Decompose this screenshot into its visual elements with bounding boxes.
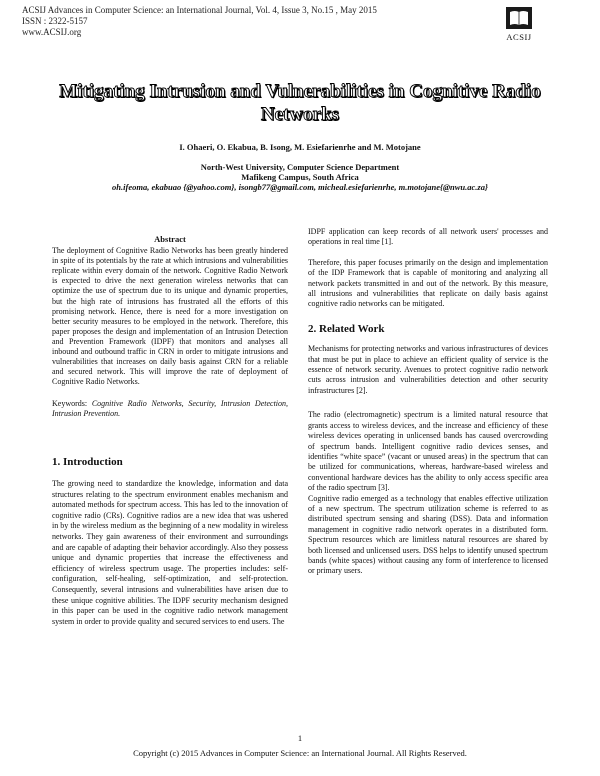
related-paragraph-1: Mechanisms for protecting networks and various infrastructures of devices that must be put in place to achieve an efficient quality of service is the essence of network security. Avenues to protect cognitive radio network cuts across intrusion and vulnerabilities detection and other security infrastructures [2]. — [308, 344, 548, 395]
paper-title — [40, 80, 560, 126]
intro-continued: IDPF application can keep records of all network users' processes and operations in real time [1]. — [308, 227, 548, 247]
paper-title-line2: Networks — [260, 104, 340, 125]
left-column — [52, 234, 288, 419]
intro-paragraph-2: Therefore, this paper focuses primarily on the design and implementation of the IDP Framework that is capable of monitoring and analyzing all network packets transmitted in and out of the network. By this measure, all intrusions and vulnerabilities that replicate on daily basis against cognitive radio networks can be mitigated. — [308, 257, 548, 309]
journal-header-line: ACSIJ Advances in Computer Science: an International Journal, Vol. 4, Issue 3, No.15 , May 2015 — [22, 5, 377, 15]
journal-logo-text: ACSIJ — [506, 32, 532, 42]
issn-text: ISSN : 2322-5157 — [22, 16, 88, 26]
website-text: www.ACSIJ.org — [22, 27, 82, 37]
affiliation-line2: Mafikeng Campus, South Africa — [241, 172, 359, 182]
introduction-heading: 1. Introduction — [52, 456, 123, 468]
page-number: 1 — [297, 733, 303, 743]
book-icon — [505, 6, 533, 30]
right-column — [308, 227, 548, 577]
related-paragraph-3: Cognitive radio emerged as a technology that enables effective utilization of a new spectrum. The spectrum utilization scheme is referred to as distributed spectrum sensing and sharing (DSS). Data and information management in cognitive radio network operates in a distributed form. Spectrum resources which are limitless natural resources are shared by both licensed and unlicensed users. DSS helps to identify unused spectrum bands (white spaces) without causing any form of interference to licensed or primary users. — [308, 493, 548, 576]
paper-title-line1: Mitigating Intrusion and Vulnerabilities in Cognitive Radio — [59, 81, 541, 102]
affiliation-line1: North-West University, Computer Science Department — [200, 162, 400, 172]
author-emails: oh.ifeoma, ekabuao {@yahoo.com}, isongb77@gmail.com, micheal.esiefarienrhe, m.motojane{@nwu.ac.za} — [112, 182, 488, 192]
introduction-body: The growing need to standardize the knowledge, information and data structures relating to the spectrum environment enables mechanism and automated methods for spectrum access. This has led to the innovation of cognitive radio (CRs). Cognitive radios are a new idea that was ushered in by the wireless medium as the beginning of a new modality in wireless networks. They gain awareness of their environment and surroundings and are capable of adapting their behavior accordingly. Also they possess unique and dynamic properties that increase the effectiveness and efficiency of wireless spectrum usage. The properties includes: self-configuration, self-healing, self-optimization, and self-protection. Consequently, several intrusions and vulnerabilities have arisen due to these unique cognitive abilities. The IDPF security mechanism designed in this paper can be used in the cognitive radio network management system in order to provide quality and secured services to end users. The — [52, 479, 288, 626]
authors: I. Ohaeri, O. Ekabua, B. Isong, M. Esiefarienrhe and M. Motojane — [179, 142, 421, 152]
keywords-text: Cognitive Radio Networks, Security, Intrusion Detection, Intrusion Prevention. — [52, 399, 289, 419]
related-paragraph-2: The radio (electromagnetic) spectrum is a limited natural resource that grants access to wireless devices, and the increase and efficiency of these wireless devices operating in unlicensed bands has caused overcrowding of spectrum bands. Intelligent cognitive radio devices senses, and identifies “white space” (vacant or unused areas) in the spectrum that can be utilized for communications, whereas, hardware-based wireless and conventional hardware devices has the ability to only access specific area of the radio spectrum [3]. — [308, 410, 548, 493]
abstract-body: The deployment of Cognitive Radio Networks has been greatly hindered in spite of its potentials by the rate at which intrusions and vulnerabilities replicate within every domain of the network. Cognitive Radio Network is expected to drive the next generation wireless networks that can optimize the use of spectrum due to its unique and dynamic properties, but the high rate of intrusions has frustrated all the efforts of this promising network. Hence, there is need for a more investigation on better security measures to be employed in the network. Therefore, this paper proposes the design and implementation of an Intrusion Detection and Prevention Framework (IDPF) that monitors and analyses all inbound and outbound traffic in CRN in order to mitigate intrusions and vulnerabilities that increases on daily basis against CRN for a reliable and secured network. This will improve the rate of deployment of Cognitive Radio Networks. — [52, 246, 288, 387]
keywords-label: Keywords: — [52, 399, 88, 409]
abstract-heading: Abstract — [154, 234, 186, 244]
keywords — [52, 399, 288, 419]
related-work-heading: 2. Related Work — [308, 322, 385, 335]
copyright-footer: Copyright (c) 2015 Advances in Computer Science: an International Journal. All Rights Reserved. — [133, 748, 467, 758]
